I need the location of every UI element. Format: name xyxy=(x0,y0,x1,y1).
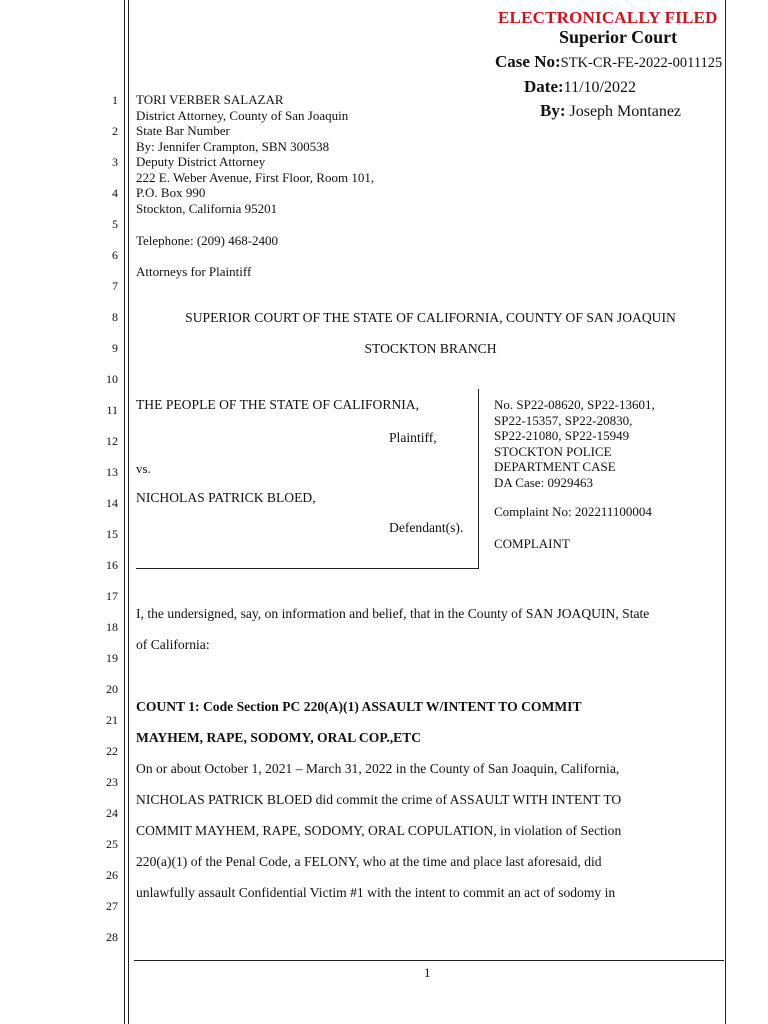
line-number: 3 xyxy=(112,155,118,169)
stamp-by-row xyxy=(540,101,681,121)
line-number: 15 xyxy=(106,527,118,541)
case-number-line: No. SP22-08620, SP22-13601, xyxy=(494,397,655,412)
line-number: 28 xyxy=(106,930,118,944)
line-number: 11 xyxy=(106,403,118,417)
intro-line-1: I, the undersigned, say, on information and belief, that in the County of SAN JOAQUIN, State xyxy=(136,606,650,621)
line-number: 2 xyxy=(112,124,118,138)
attorney-deputy: Deputy District Attorney xyxy=(136,154,266,169)
count-text-line: 220(a)(1) of the Penal Code, a FELONY, who at the time and place last aforesaid, did xyxy=(136,854,602,869)
defendant-party: NICHOLAS PATRICK BLOED, xyxy=(136,490,316,505)
case-numbers-block xyxy=(494,397,655,490)
plaintiff-party: THE PEOPLE OF THE STATE OF CALIFORNIA, xyxy=(136,397,420,412)
line-number: 6 xyxy=(112,248,118,262)
line-number: 27 xyxy=(106,899,118,913)
right-margin-rule xyxy=(725,0,726,1024)
page-number: 1 xyxy=(424,965,431,980)
line-number: 1 xyxy=(112,93,118,107)
line-number: 21 xyxy=(106,713,118,727)
line-number: 22 xyxy=(106,744,118,758)
count-text-line: On or about October 1, 2021 – March 31, 2022 in the County of San Joaquin, California, xyxy=(136,761,620,776)
line-number: 16 xyxy=(106,558,118,572)
attorneys-for: Attorneys for Plaintiff xyxy=(136,264,252,279)
caption-bottom-rule xyxy=(136,568,478,569)
case-number-line: SP22-21080, SP22-15949 xyxy=(494,428,630,443)
line-number: 13 xyxy=(106,465,118,479)
line-number: 25 xyxy=(106,837,118,851)
line-number: 17 xyxy=(106,589,118,603)
line-number: 14 xyxy=(106,496,118,510)
line-number: 7 xyxy=(112,279,118,293)
stamp-court-name: Superior Court xyxy=(559,27,678,47)
line-number: 26 xyxy=(106,868,118,882)
case-number-line: SP22-15357, SP22-20830, xyxy=(494,412,633,428)
attorney-phone: Telephone: (209) 468-2400 xyxy=(136,233,279,248)
stamp-by-label: By: xyxy=(540,101,566,120)
plaintiff-role: Plaintiff, xyxy=(389,430,437,445)
line-number: 10 xyxy=(106,372,118,386)
stamp-case-label: Case No: xyxy=(495,52,561,71)
versus-label: vs. xyxy=(136,461,151,476)
count-heading-line-2: MAYHEM, RAPE, SODOMY, ORAL COP.,ETC xyxy=(136,730,422,745)
left-margin-rule-outer xyxy=(124,0,125,1024)
attorney-address: 222 E. Weber Avenue, First Floor, Room 101, xyxy=(136,169,375,185)
complaint-number: Complaint No: 202211100004 xyxy=(494,504,652,519)
document-type: COMPLAINT xyxy=(494,536,570,551)
count-heading-line-1: COUNT 1: Code Section PC 220(A)(1) ASSAULT W/INTENT TO COMMIT xyxy=(136,699,582,714)
stamp-by-value: Joseph Montanez xyxy=(569,103,682,120)
stamp-date-row xyxy=(524,77,636,97)
line-number: 12 xyxy=(106,434,118,448)
line-number: 9 xyxy=(112,341,118,355)
state-bar-number: State Bar Number xyxy=(136,123,230,138)
line-number: 5 xyxy=(112,217,118,231)
line-number: 20 xyxy=(106,682,118,696)
line-number: 4 xyxy=(112,186,118,200)
line-number: 24 xyxy=(106,806,118,820)
stamp-case-row xyxy=(495,52,722,72)
count-text-line: COMMIT MAYHEM, RAPE, SODOMY, ORAL COPULATION, in violation of Section xyxy=(136,823,622,838)
attorney-name: TORI VERBER SALAZAR xyxy=(136,92,284,107)
case-number-line: STOCKTON POLICE xyxy=(494,443,612,459)
da-case-number: DA Case: 0929463 xyxy=(494,474,593,490)
intro-line-2: of California: xyxy=(136,637,210,652)
attorney-po-box: P.O. Box 990 xyxy=(136,185,206,200)
attorney-by: By: Jennifer Crampton, SBN 300538 xyxy=(136,138,330,154)
count-text-line: unlawfully assault Confidential Victim #1 with the intent to commit an act of sodomy in xyxy=(136,885,616,900)
stamp-date-label: Date: xyxy=(524,77,564,96)
line-number: 23 xyxy=(106,775,118,789)
attorney-title: District Attorney, County of San Joaquin xyxy=(136,107,349,123)
attorney-block xyxy=(136,92,374,216)
electronically-filed-label: ELECTRONICALLY FILED xyxy=(498,8,718,27)
stamp-case-value: STK-CR-FE-2022-0011125 xyxy=(560,55,723,71)
attorney-city: Stockton, California 95201 xyxy=(136,200,278,216)
court-branch: STOCKTON BRANCH xyxy=(364,341,497,356)
left-margin-rule-inner xyxy=(128,0,129,1024)
stamp-date-value: 11/10/2022 xyxy=(563,79,636,96)
case-number-line: DEPARTMENT CASE xyxy=(494,459,616,474)
count-text-line: NICHOLAS PATRICK BLOED did commit the crime of ASSAULT WITH INTENT TO xyxy=(136,792,622,807)
caption-divider xyxy=(478,389,479,569)
footer-rule xyxy=(134,960,724,961)
defendant-role: Defendant(s). xyxy=(389,520,464,535)
court-name: SUPERIOR COURT OF THE STATE OF CALIFORNIA, COUNTY OF SAN JOAQUIN xyxy=(185,310,676,325)
line-number: 8 xyxy=(112,310,118,324)
line-number: 19 xyxy=(106,651,118,665)
line-number: 18 xyxy=(106,620,118,634)
